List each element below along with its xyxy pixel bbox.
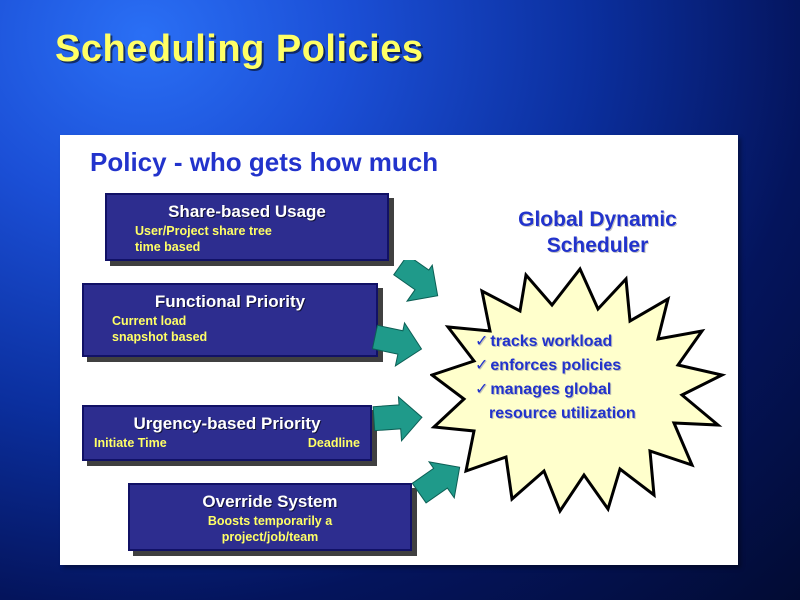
policy-title: Override System — [202, 492, 338, 511]
scheduler-title-line-1: Global Dynamic — [518, 208, 677, 231]
scheduler-bullets — [475, 330, 700, 426]
policy-box-override-system[interactable] — [128, 483, 412, 551]
bullet-label: tracks workload — [490, 333, 613, 350]
arrow-icon-share-to-scheduler — [390, 260, 446, 316]
policy-detail-line: snapshot based — [112, 330, 208, 344]
policy-detail-line: time based — [135, 240, 201, 254]
policy-box-functional-priority[interactable] — [82, 283, 378, 357]
check-icon: ✓ — [475, 357, 489, 374]
policy-detail-line: Boosts temporarily a — [207, 514, 333, 528]
arrow-icon-urgency-to-scheduler — [370, 393, 426, 449]
bullet-label: manages global — [490, 381, 612, 398]
policy-title: Share-based Usage — [168, 202, 326, 221]
scheduler-bullet-manages-global — [475, 378, 700, 402]
scheduler-bullet-enforces-policies — [475, 354, 700, 378]
policy-title: Functional Priority — [154, 292, 306, 311]
policy-detail-row — [84, 435, 370, 451]
arrow-icon-override-to-scheduler — [412, 455, 468, 511]
scheduler-bullet-continuation: resource utilization — [489, 405, 636, 422]
scheduler-title-line-2: Scheduler — [546, 234, 649, 257]
bullet-label: enforces policies — [490, 357, 622, 374]
scheduler-title — [460, 207, 735, 259]
scheduler-bullet-tracks-workload — [475, 330, 700, 354]
check-icon: ✓ — [475, 333, 489, 350]
content-panel — [60, 135, 738, 565]
policy-title: Urgency-based Priority — [133, 414, 321, 433]
page-title: Scheduling Policies — [55, 28, 424, 70]
policy-detail-line: Current load — [112, 314, 187, 328]
policy-detail-line: Initiate Time — [94, 436, 167, 450]
policy-detail-line: project/job/team — [221, 530, 319, 544]
panel-heading: Policy - who gets how much — [90, 147, 439, 177]
policy-detail-line: Deadline — [307, 436, 360, 450]
policy-box-share-based-usage[interactable] — [105, 193, 389, 261]
policy-detail-line: User/Project share tree — [135, 224, 272, 238]
check-icon: ✓ — [475, 381, 489, 398]
policy-box-urgency-based-priority[interactable] — [82, 405, 372, 461]
arrow-icon-functional-to-scheduler — [370, 320, 426, 376]
